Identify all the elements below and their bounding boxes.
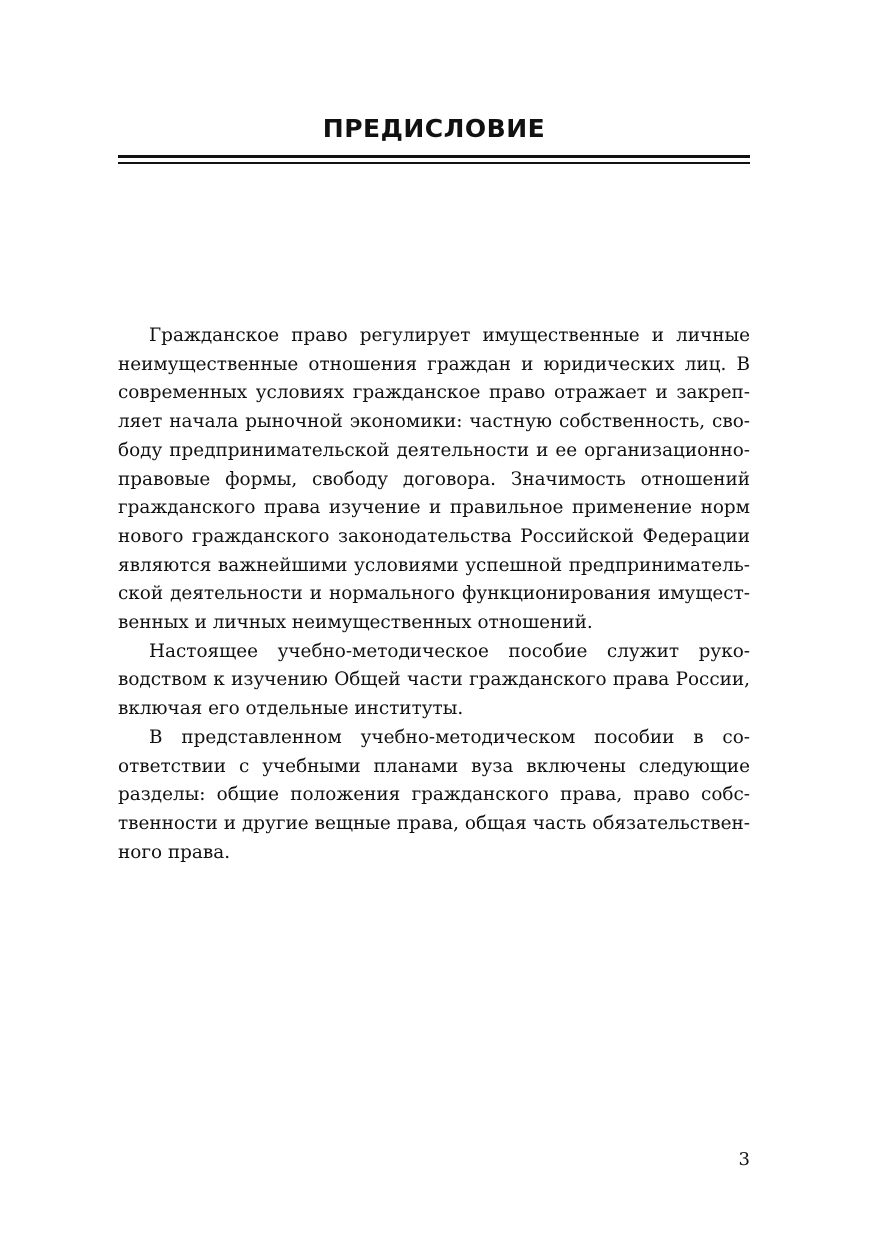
- paragraph-1: Гражданское право регулирует имущественные и личные неимущественные отношения граждан и юридических лиц. В современных условиях гражданское право отражает и закрепляет начала рыночной экономики: частную собственность, свободу предпринимательской деятельности и ее организационно-правовые формы, свободу договора. Значимость отношений гражданского права изучение и правильное применение норм нового гражданского законодательства Российской Федерации являются важнейшими условиями успешной предпринимательской деятельности и нормального функционирования имущественных и личных неимущественных отношений.: [118, 325, 750, 634]
- paragraph-3: В представленном учебно-методическом пособии в соответствии с учебными планами вуза включены следующие разделы: общие положения гражданского права, право собственности и другие вещные права, общая часть обязательственного права.: [118, 726, 750, 863]
- page-title: ПРЕДИСЛОВИЕ: [322, 114, 546, 143]
- body-text: [118, 322, 750, 867]
- title-divider-thin: [118, 162, 750, 164]
- paragraph-2: Настоящее учебно-методическое пособие служит руководством к изучению Общей части гражданского права России, включая его отдельные институты.: [118, 640, 750, 720]
- page-number: 3: [738, 1149, 750, 1170]
- title-divider-thick: [118, 155, 750, 158]
